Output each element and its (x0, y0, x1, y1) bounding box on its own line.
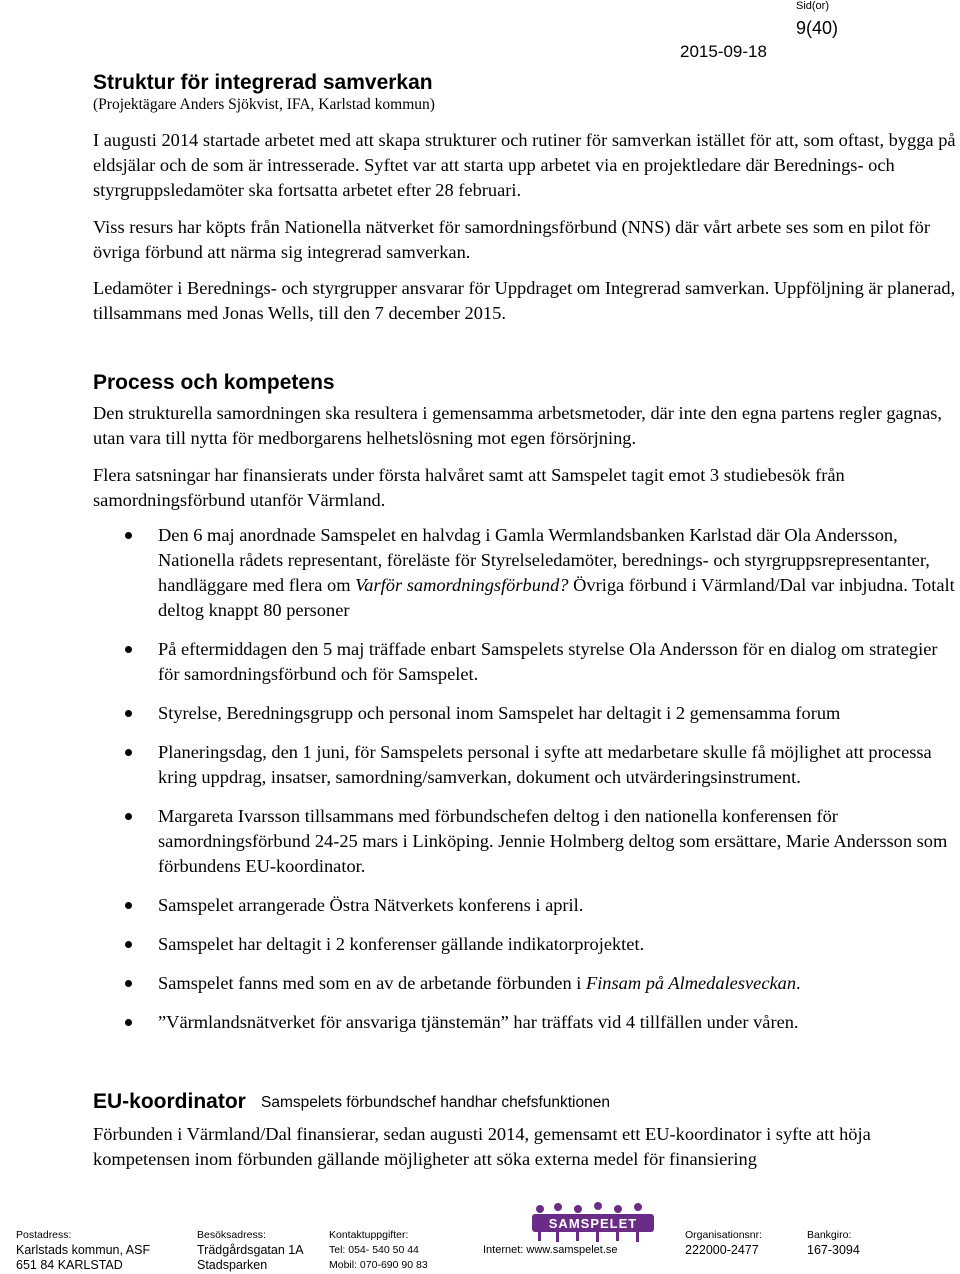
footer-visit-address (197, 1228, 304, 1273)
list-item-text: Planeringsdag, den 1 juni, för Samspelets personal i syfte att medarbetare skulle få möjlighet att processa kring uppdrag, insatser, samordning/samverkan, dokument och utvärderingsinstrument. (158, 742, 932, 787)
list-item (93, 523, 959, 623)
list-item-text: Samspelet har deltagit i 2 konferenser gällande indikatorprojektet. (158, 934, 645, 954)
bullet-icon (125, 980, 132, 987)
list-item (93, 804, 959, 879)
page-number: 9(40) (796, 18, 839, 38)
list-item-emphasis: Finsam på Almedalesveckan (585, 973, 797, 993)
list-item-text: Styrelse, Beredningsgrupp och personal inom Samspelet har deltagit i 2 gemensamma forum (158, 703, 841, 723)
paragraph: Ledamöter i Berednings- och styrgrupper ansvarar för Uppdraget om Integrerad samverkan. Uppföljning är planerad, tillsammans med Jonas Wells, till den 7 december 2015. (93, 278, 956, 323)
footer-value: Trädgårdsgatan 1A (197, 1243, 304, 1257)
section-title-struktur: Struktur för integrerad samverkan (93, 71, 433, 94)
list-item-text: Övriga förbund i Värmland/Dal var inbjudna. Totalt deltog knappt 80 personer (158, 575, 955, 620)
section-subtitle-eu-koordinator: Samspelets förbundschef handhar chefsfunktionen (261, 1094, 610, 1111)
footer-value: Stadsparken (197, 1258, 268, 1272)
list-item-text: Samspelet fanns med som en av de arbetande förbunden i (158, 973, 586, 993)
section-title-eu-koordinator: EU-koordinator (93, 1090, 246, 1113)
list-item (93, 740, 959, 790)
list-item-text: På eftermiddagen den 5 maj träffade enbart Samspelets styrelse Ola Andersson för en dialog om strategier för samordningsförbund och för Samspelet. (158, 639, 938, 684)
samspelet-logo (528, 1200, 658, 1244)
paragraph: Viss resurs har köpts från Nationella nätverket för samordningsförbund (NNS) där vårt arbete ses som en pilot för övriga förbund att närma sig integrerad samverkan. (93, 217, 930, 262)
footer-mobile: Mobil: 070-690 90 83 (329, 1259, 428, 1271)
footer-label: Besöksadress: (197, 1229, 266, 1241)
section-title-process: Process och kompetens (93, 371, 335, 394)
list-item-text: Den 6 maj anordnade Samspelet en halvdag i Gamla Wermlandsbanken Karlstad där Ola Andersson, Nationella rådets representant, föreläste för Styrelseledamöter, berednings- och styrgruppsrepresentanter, handläggare med flera om (158, 525, 930, 595)
footer-value: 167-3094 (807, 1243, 860, 1257)
footer-postal-address (16, 1228, 150, 1273)
paragraph: Flera satsningar har finansierats under första halvåret samt att Samspelet tagit emot 3 studiebesök från samordningsförbund utanför Värmland. (93, 465, 845, 510)
list-item-text: . (796, 973, 801, 993)
list-item-text: Margareta Ivarsson tillsammans med förbundschefen deltog i den nationella konferensen för samordningsförbund 24-25 mars i Linköping. Jennie Holmberg deltog som ersättare, Marie Andersson som förbundens EU-koordinator. (158, 806, 948, 876)
list-item (93, 893, 959, 918)
footer-label: Bankgiro: (807, 1229, 852, 1241)
bullet-icon (125, 646, 132, 653)
list-item-text: ”Värmlandsnätverket för ansvariga tjänstemän” har träffats vid 4 tillfällen under våren. (158, 1012, 799, 1032)
bullet-list (93, 523, 959, 1049)
list-item (93, 932, 959, 957)
document-date: 2015-09-18 (680, 42, 767, 61)
logo-text: SAMSPELET (548, 1216, 638, 1231)
footer-label: Organisationsnr: (685, 1229, 763, 1241)
footer-contact (329, 1228, 428, 1273)
list-item (93, 971, 959, 996)
footer-bankgiro (807, 1228, 860, 1258)
footer-value: 222000-2477 (685, 1243, 759, 1257)
list-item (93, 1010, 959, 1035)
list-item (93, 701, 959, 726)
paragraph: I augusti 2014 startade arbetet med att skapa strukturer och rutiner för samverkan istället för att, som oftast, bygga på eldsjälar och de som är intresserade. Syftet var att starta upp arbetet via en projektledare där Berednings- och styrgruppsledamöter ska fortsatta arbetet efter 28 februari. (93, 130, 956, 200)
bullet-icon (125, 813, 132, 820)
footer-value: 651 84 KARLSTAD (16, 1258, 123, 1272)
list-item-text: Samspelet arrangerade Östra Nätverkets konferens i april. (158, 895, 584, 915)
footer-label: Postadress: (16, 1229, 72, 1241)
footer-value: Karlstads kommun, ASF (16, 1243, 151, 1257)
list-item (93, 637, 959, 687)
footer-phone: Tel: 054- 540 50 44 (329, 1244, 419, 1256)
list-item-emphasis: Varför samordningsförbund? (355, 575, 569, 595)
section-subtitle-struktur: (Projektägare Anders Sjökvist, IFA, Karlstad kommun) (93, 96, 435, 113)
footer-website[interactable]: Internet: www.samspelet.se (483, 1244, 618, 1256)
bullet-icon (125, 749, 132, 756)
paragraph: Förbunden i Värmland/Dal finansierar, sedan augusti 2014, gemensamt ett EU-koordinator i syfte att höja kompetensen inom förbunden gällande möjligheter att söka externa medel för finansiering (93, 1124, 871, 1169)
bullet-icon (125, 532, 132, 539)
bullet-icon (125, 902, 132, 909)
page-label: Sid(or) (796, 0, 830, 12)
footer-label: Kontaktuppgifter: (329, 1229, 409, 1241)
footer-org-number (685, 1228, 762, 1258)
paragraph: Den strukturella samordningen ska resultera i gemensamma arbetsmetoder, där inte den egna partens regler gagnas, utan vara till nytta för medborgarens helhetslösning mot egen försörjning. (93, 403, 943, 448)
bullet-icon (125, 941, 132, 948)
bullet-icon (125, 710, 132, 717)
bullet-icon (125, 1019, 132, 1026)
